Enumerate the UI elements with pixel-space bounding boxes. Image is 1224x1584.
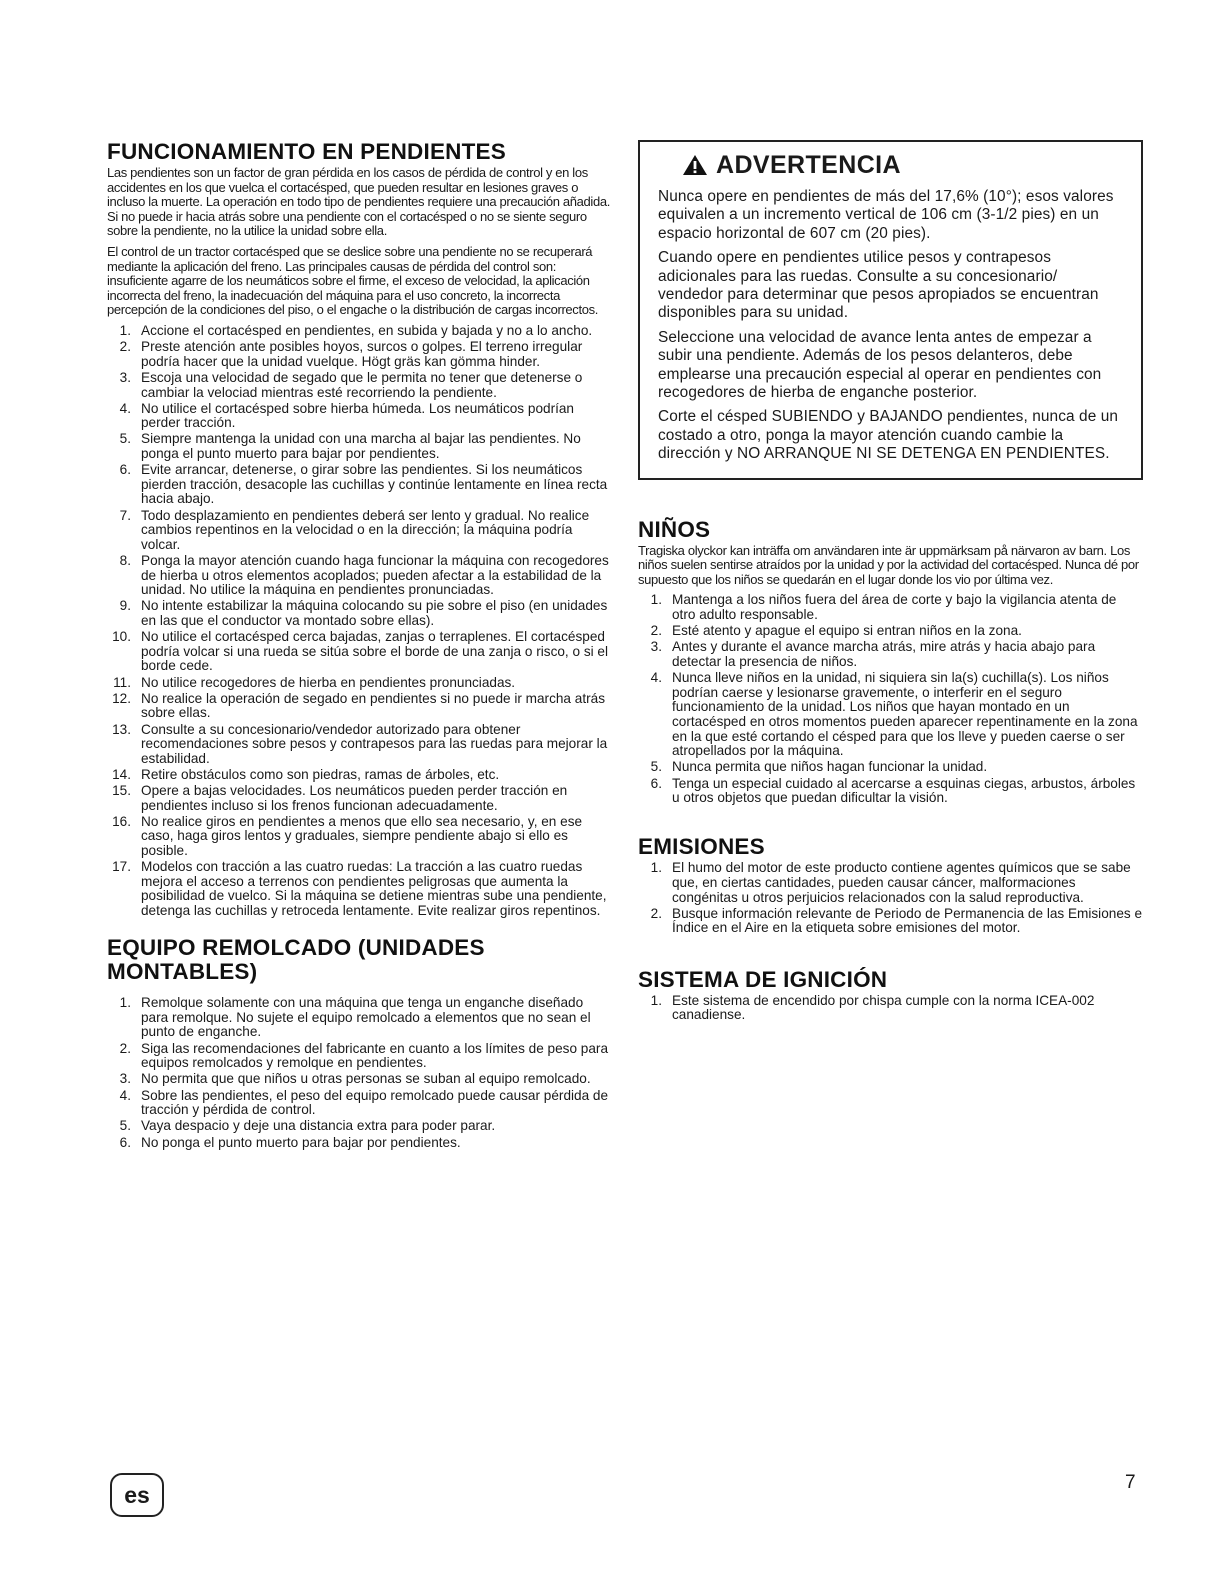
- list-item-text: Consulte a su concesionario/vendedor autorizado para obtener recomendaciones sobre pesos y contrapesos para las ruedas para mejorar la estabilidad.: [141, 721, 608, 766]
- language-badge: es: [110, 1473, 164, 1517]
- list-item: [107, 1072, 613, 1087]
- list-item-text: Siga las recomendaciones del fabricante en cuanto a los límites de peso para equipos remolcados y remolque en pendientes.: [141, 1040, 608, 1071]
- list-item-text: Busque información relevante de Periodo de Permanencia de las Emisiones e Índice en el Aire en la etiqueta sobre emisiones del motor.: [672, 905, 1143, 936]
- list-item: [107, 1119, 613, 1134]
- warning-paragraph: Cuando opere en pendientes utilice pesos y contrapesos adicionales para las ruedas. Consulte a su concesionario/ vendedor para determinar que pesos apropiados se encuentran disponibles para su unidad.: [658, 249, 1099, 322]
- list-item: [107, 371, 613, 400]
- list-item-number: 4.: [119, 1087, 131, 1103]
- list-item-number: 5.: [119, 431, 131, 447]
- list-item-number: 16.: [112, 813, 131, 829]
- list-item: [107, 630, 613, 674]
- list-item-number: 3.: [119, 369, 131, 385]
- list-item: [107, 432, 613, 461]
- list-item-text: No realice la operación de segado en pendientes si no puede ir marcha atrás sobre ellas.: [141, 690, 605, 721]
- section-title-ninos: NIÑOS: [638, 516, 711, 542]
- list-item-number: 5.: [119, 1118, 131, 1134]
- list-item: [638, 640, 1143, 669]
- section-title-remolcado: EQUIPO REMOLCADO (UNIDADES MONTABLES): [107, 935, 485, 985]
- list-item-text: Remolque solamente con una máquina que tenga un enganche diseñado para remolque. No sujete el equipo remolcado a elementos que no sean el punto de enganche.: [141, 995, 591, 1040]
- list-item: [107, 676, 613, 691]
- list-item-number: 6.: [119, 462, 131, 478]
- list-item-number: 2.: [119, 339, 131, 355]
- list-item-text: Este sistema de encendido por chispa cumple con la norma ICEA-002 canadiense.: [672, 992, 1095, 1023]
- list-item: [638, 624, 1143, 639]
- warning-triangle-icon: [682, 154, 708, 176]
- list-item: [107, 509, 613, 553]
- warning-header: [682, 152, 1125, 178]
- section-title-emisiones: EMISIONES: [638, 834, 765, 860]
- list-item-text: Accione el cortacésped en pendientes, en subida y bajada y no a lo ancho.: [141, 322, 593, 338]
- list-item-text: No utilice el cortacésped cerca bajadas, zanjas o terraplenes. El cortacésped podría volcar si una rueda se sitúa sobre el borde de una zanja o risco, o si el borde cede.: [141, 629, 608, 674]
- ninos-list: [638, 593, 1143, 805]
- list-item-number: 12.: [112, 690, 131, 706]
- list-item: [638, 760, 1143, 775]
- list-item: [107, 996, 613, 1040]
- list-item-text: No utilice el cortacésped sobre hierba húmeda. Los neumáticos podrían perder tracción.: [141, 400, 574, 431]
- list-item-number: 15.: [112, 783, 131, 799]
- list-item-number: 17.: [112, 859, 131, 875]
- list-item-text: Evite arrancar, detenerse, o girar sobre las pendientes. Si los neumáticos pierden tracción, desacople las cuchillas y continúe lentamente en línea recta hacia abajo.: [141, 462, 608, 507]
- list-item: [107, 554, 613, 598]
- list-item: [107, 463, 613, 507]
- list-item: [107, 768, 613, 783]
- list-item-number: 8.: [119, 553, 131, 568]
- page-number: 7: [1125, 1472, 1136, 1493]
- list-item: [107, 723, 613, 767]
- list-item-text: Opere a bajas velocidades. Los neumáticos pueden perder tracción en pendientes incluso si los frenos funcionan adecuadamente.: [141, 783, 568, 813]
- list-item: [107, 599, 613, 628]
- list-item: [107, 1136, 613, 1151]
- list-item-number: 4.: [650, 670, 662, 686]
- list-item-text: Nunca permita que niños hagan funcionar la unidad.: [672, 759, 988, 775]
- list-item-text: Preste atención ante posibles hoyos, surcos o golpes. El terreno irregular podría hacer que la unidad vuelque. Högt gräs kan gömma hinder.: [141, 339, 583, 369]
- list-item: [638, 671, 1143, 759]
- list-item-text: Retire obstáculos como son piedras, ramas de árboles, etc.: [141, 766, 500, 782]
- list-item-text: Esté atento y apague el equipo si entran niños en la zona.: [672, 623, 1022, 639]
- list-item-text: Sobre las pendientes, el peso del equipo remolcado puede causar pérdida de tracción y pérdida de control.: [141, 1087, 609, 1118]
- list-item-text: El humo del motor de este producto contiene agentes químicos que se sabe que, en ciertas cantidades, pueden causar cáncer, malformaciones congénitas u otros perjuicios relacionados con la salud reproductiva.: [672, 860, 1131, 905]
- list-item-text: Tenga un especial cuidado al acercarse a esquinas ciegas, arbustos, árboles u otros objetos que puedan dificultar la visión.: [672, 775, 1136, 806]
- list-item-text: Todo desplazamiento en pendientes deberá ser lento y gradual. No realice cambios repentinos en la velocidad o en la dirección; la máquina podría volcar.: [141, 507, 590, 552]
- list-item-text: Vaya despacio y deje una distancia extra para poder parar.: [141, 1118, 496, 1134]
- list-item: [638, 593, 1143, 622]
- list-item-number: 1.: [119, 322, 131, 338]
- list-item-text: No realice giros en pendientes a menos que ello sea necesario, y, en ese caso, haga giros lentos y graduales, siempre pendiente abajo si ello es posible.: [141, 813, 583, 859]
- warning-paragraph: Seleccione una velocidad de avance lenta antes de empezar a subir una pendiente. Además de los pesos delanteros, debe emplearse una precaución especial al operar en pendientes con recogedores de hierba de enganche posterior.: [658, 328, 1102, 402]
- list-item-text: Escoja una velocidad de segado que le permita no tener que detenerse o cambiar la velociad mientras esté recorriendo la pendiente.: [141, 369, 583, 400]
- pendientes-list: [107, 324, 613, 919]
- list-item-number: 10.: [112, 629, 131, 645]
- list-item-number: 14.: [112, 766, 131, 782]
- list-item-number: 6.: [650, 775, 662, 791]
- pendientes-intro: Las pendientes son un factor de gran pérdida en los casos de pérdida de control y en los accidentes en los que vuelca el cortacésped, que pueden resultar en lesiones graves o incluso la muerte. La operación en todo tipo de pendientes requiere una precaución añadida. Si no puede ir hacia atrás sobre una pendiente con el cortacésped o no se siente seguro sobre la pendiente, no la utilice la unidad sobre ella.: [107, 165, 610, 239]
- warning-box: [638, 140, 1143, 480]
- left-column: [107, 140, 613, 1152]
- list-item-number: 2.: [650, 623, 662, 639]
- list-item-number: 9.: [119, 598, 131, 614]
- list-item-number: 13.: [112, 721, 131, 737]
- ninos-intro: Tragiska olyckor kan inträffa om användaren inte är uppmärksam på närvaron av barn. Los niños suelen sentirse atraídos por la unidad y por la actividad del cortacésped. Nunca dé por supuesto que los niños se quedarán en el lugar donde los vio por última vez.: [638, 542, 1139, 587]
- list-item: [107, 784, 613, 813]
- warning-paragraph: Nunca opere en pendientes de más del 17,6% (10°); esos valores equivalen a un incremento vertical de 106 cm (3-1/2 pies) en un espacio horizontal de 607 cm (20 pies).: [658, 188, 1114, 242]
- list-item-number: 2.: [119, 1040, 131, 1056]
- list-item: [638, 994, 1143, 1023]
- list-item-number: 1.: [650, 992, 662, 1008]
- list-item-number: 1.: [650, 860, 662, 876]
- list-item-text: Ponga la mayor atención cuando haga funcionar la máquina con recogedores de hierba u otros elementos acoplados; pueden afectar a la estabilidad de la unidad. No utilice la máquina en pendientes pronunciadas.: [141, 553, 609, 598]
- list-item-number: 5.: [650, 759, 662, 775]
- list-item-text: No ponga el punto muerto para bajar por pendientes.: [141, 1134, 461, 1150]
- list-item-number: 4.: [119, 400, 131, 416]
- emisiones-list: [638, 861, 1143, 936]
- list-item-text: No utilice recogedores de hierba en pendientes pronunciadas.: [141, 674, 516, 690]
- list-item-number: 1.: [650, 592, 662, 608]
- list-item: [107, 1042, 613, 1071]
- list-item: [107, 860, 613, 918]
- right-column: [638, 140, 1143, 1024]
- list-item-text: Modelos con tracción a las cuatro ruedas: La tracción a las cuatro ruedas mejora el acceso a terrenos con pendientes peligrosas que aumenta la posibilidad de vuelco. Si la máquina se detiene mientras sube una pendiente, detenga las cuchillas y retroceda lentamente. Evite realizar giros repentinos.: [141, 859, 607, 918]
- list-item: [638, 861, 1143, 905]
- list-item: [638, 777, 1143, 806]
- list-item: [107, 340, 613, 369]
- list-item-number: 2.: [650, 905, 662, 921]
- list-item: [638, 907, 1143, 936]
- section-title-pendientes: FUNCIONAMIENTO EN PENDIENTES: [107, 139, 506, 164]
- list-item-text: Nunca lleve niños en la unidad, ni siquiera sin la(s) cuchilla(s). Los niños podrían caerse y lesionarse gravemente, o interferir en el seguro funcionamiento de la unidad. Los niños que hayan montado en un cortacésped en otros momentos pueden aparecer repentinamente en la zona en la que esté cortando el césped para que los lleve y pueden caerse o ser atropellados por la máquina.: [672, 670, 1138, 759]
- remolcado-list: [107, 996, 613, 1150]
- ignicion-list: [638, 994, 1143, 1023]
- list-item-number: 3.: [650, 639, 662, 655]
- list-item: [107, 815, 613, 859]
- list-item-text: Mantenga a los niños fuera del área de corte y bajo la vigilancia atenta de otro adulto responsable.: [672, 592, 1117, 623]
- section-title-ignicion: SISTEMA DE IGNICIÓN: [638, 966, 888, 992]
- list-item-text: No intente estabilizar la máquina colocando su pie sobre el piso (en unidades en las que el conductor va montado sobre ellas).: [141, 598, 608, 628]
- list-item-number: 3.: [119, 1071, 131, 1087]
- list-item-number: 6.: [119, 1134, 131, 1150]
- list-item-text: No permita que que niños u otras personas se suban al equipo remolcado.: [141, 1071, 591, 1087]
- warning-paragraph: Corte el césped SUBIENDO y BAJANDO pendientes, nunca de un costado a otro, ponga la mayor atención cuando cambie la dirección y NO ARRANQUE NI SE DETENGA EN PENDIENTES.: [658, 408, 1119, 463]
- pendientes-control: El control de un tractor cortacésped que se deslice sobre una pendiente no se recuperará mediante la aplicación del freno. Las principales causas de pérdida del control son: insuficiente agarre de los neumáticos sobre el firme, el exceso de velocidad, la aplicación incorrecta del freno, la inadecuación del máquina para el uso concreto, la incorrecta percepción de la condiciones del piso, o el engache o la distribución de cargas incorrectos.: [107, 243, 599, 318]
- warning-title: ADVERTENCIA: [716, 151, 901, 179]
- list-item-number: 1.: [119, 995, 131, 1011]
- list-item-text: Siempre mantenga la unidad con una marcha al bajar las pendientes. No ponga el punto muerto para bajar por pendientes.: [141, 431, 581, 462]
- list-item-text: Antes y durante el avance marcha atrás, mire atrás y hacia abajo para detectar la presencia de niños.: [672, 639, 1096, 670]
- list-item: [107, 324, 613, 339]
- list-item: [107, 402, 613, 431]
- list-item: [107, 1089, 613, 1118]
- list-item-number: 11.: [113, 674, 131, 690]
- list-item: [107, 692, 613, 721]
- list-item-number: 7.: [119, 507, 131, 523]
